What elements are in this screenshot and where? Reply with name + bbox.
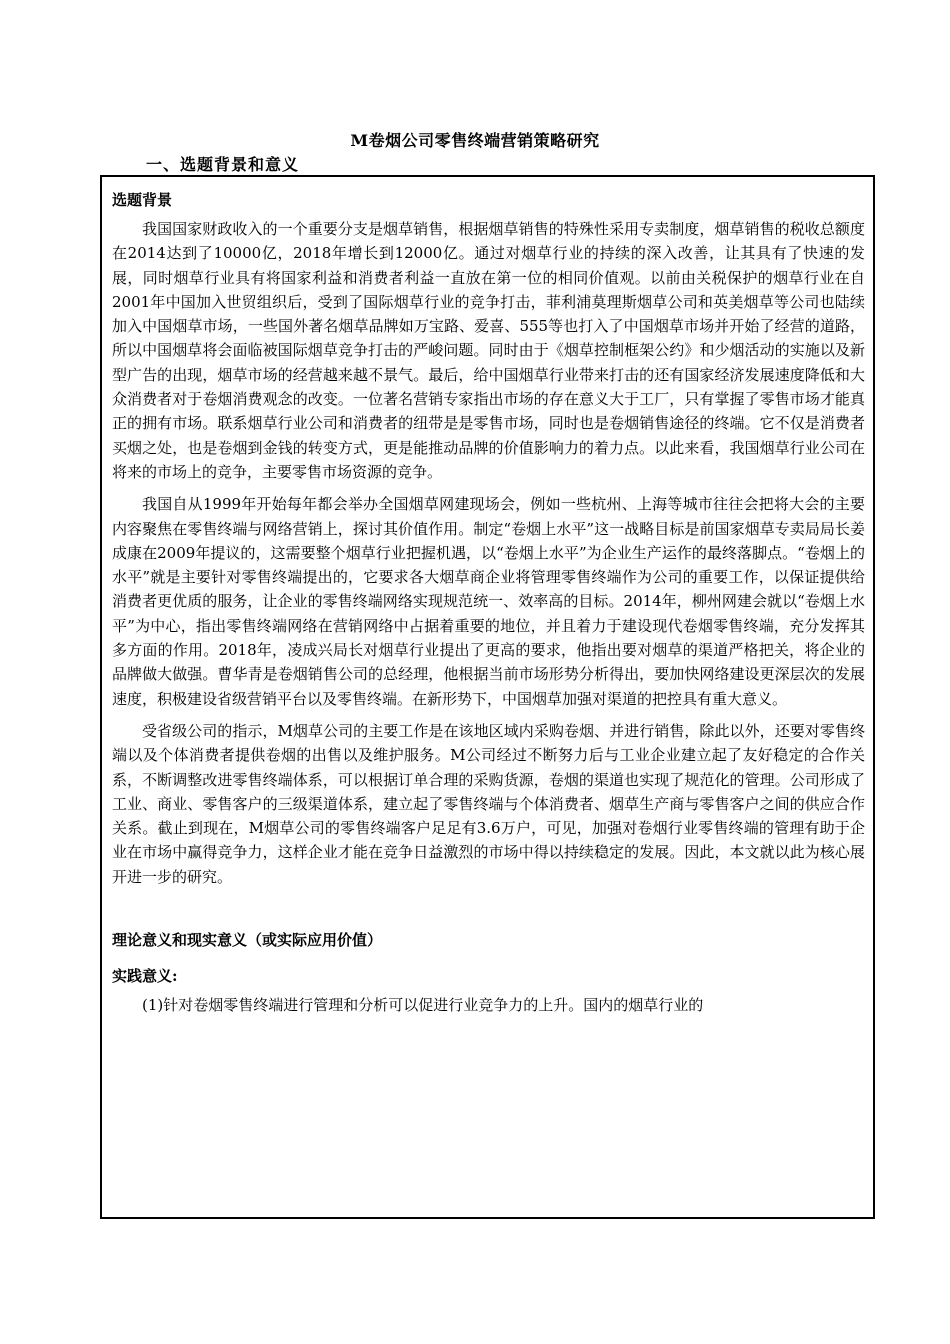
content-box — [100, 175, 875, 1219]
section-spacer — [112, 897, 865, 927]
background-paragraph-3: 受省级公司的指示，M烟草公司的主要工作是在该地区域内采购卷烟、并进行销售，除此以外，还要对零售终端以及个体消费者提供卷烟的出售以及维护服务。M公司经过不断努力后与工业企业建立起了友好稳定的合作关系，不断调整改进零售终端体系，可以根据订单合理的采购货源，卷烟的渠道也实现了规范化的管理。公司形成了工业、商业、零售客户的三级渠道体系，建立起了零售终端与个体消费者、烟草生产商与零售客户之间的供应合作关系。截止到现在，M烟草公司的零售终端客户足足有3.6万户，可见，加强对卷烟行业零售终端的管理有助于企业在市场中赢得竞争力，这样企业才能在竞争日益激烈的市场中得以持续稳定的发展。因此，本文就以此为核心展开进一步的研究。 — [112, 721, 865, 886]
background-paragraph-1: 我国国家财政收入的一个重要分支是烟草销售，根据烟草销售的特殊性采用专卖制度，烟草销售的税收总额度在2014达到了10000亿，2018年增长到12000亿。通过对烟草行业的持续的深入改善，让其具有了快速的发展，同时烟草行业具有将国家利益和消费者利益一直放在第一位的相同价值观。以前由关税保护的烟草行业在自2001年中国加入世贸组织后，受到了国际烟草行业的竞争打击，菲利浦莫理斯烟草公司和英美烟草等公司也陆续加入中国烟草市场，一些国外著名烟草品牌如万宝路、爱喜、555等也打入了中国烟草市场并开始了经营的道路，所以中国烟草将会面临被国际烟草竞争打击的严峻问题。同时由于《烟草控制框架公约》和少烟活动的实施以及新型广告的出现，烟草市场的经营越来越不景气。最后，给中国烟草行业带来打击的还有国家经济发展速度降低和大众消费者对于卷烟消费观念的改变。一位著名营销专家指出市场的存在意义大于工厂，只有掌握了零售市场才能真正的拥有市场。联系烟草行业公司和消费者的纽带是是零售市场，同时也是卷烟销售途径的终端。它不仅是消费者买烟之处，也是卷烟到金钱的转变方式，更是能推动品牌的价值影响力的着力点。以此来看，我国烟草行业公司在将来的市场上的竞争，主要零售市场资源的竞争。 — [112, 220, 865, 481]
section-heading: 一、选题背景和意义 — [146, 155, 300, 174]
practice-point-1: (1)针对卷烟零售终端进行管理和分析可以促进行业竞争力的上升。国内的烟草行业的 — [142, 996, 704, 1015]
document-title: M卷烟公司零售终端营销策略研究 — [350, 131, 600, 150]
background-paragraph-2: 我国自从1999年开始每年都会举办全国烟草网建现场会，例如一些杭州、上海等城市往往会把将大会的主要内容聚焦在零售终端与网络营销上，探讨其价值作用。制定“卷烟上水平”这一战略目标是前国家烟草专卖局局长姜成康在2009年提议的，这需要整个烟草行业把握机遇，以“卷烟上水平”为企业生产运作的最终落脚点。“卷烟上的水平”就是主要针对零售终端提出的，它要求各大烟草商企业将管理零售终端作为公司的重要工作，以保证提供给消费者更优质的服务，让企业的零售终端网络实现规范统一、效率高的目标。2014年，柳州网建会就以“卷烟上水平”为中心，指出零售终端网络在营销网络中占据着重要的地位，并且着力于建设现代卷烟零售终端，充分发挥其多方面的作用。2018年，凌成兴局长对烟草行业提出了更高的要求，他指出要对烟草的渠道严格把关，将企业的品牌做大做强。曹华青是卷烟销售公司的总经理，他根据当前市场形势分析得出，要加快网络建设更深层次的发展速度，积极建设省级营销平台以及零售终端。在新形势下，中国烟草加强对渠道的把控具有重大意义。 — [112, 495, 865, 708]
practice-heading: 实践意义: — [112, 967, 178, 986]
significance-heading: 理论意义和现实意义（或实际应用价值） — [112, 931, 383, 950]
background-heading: 选题背景 — [112, 191, 173, 209]
